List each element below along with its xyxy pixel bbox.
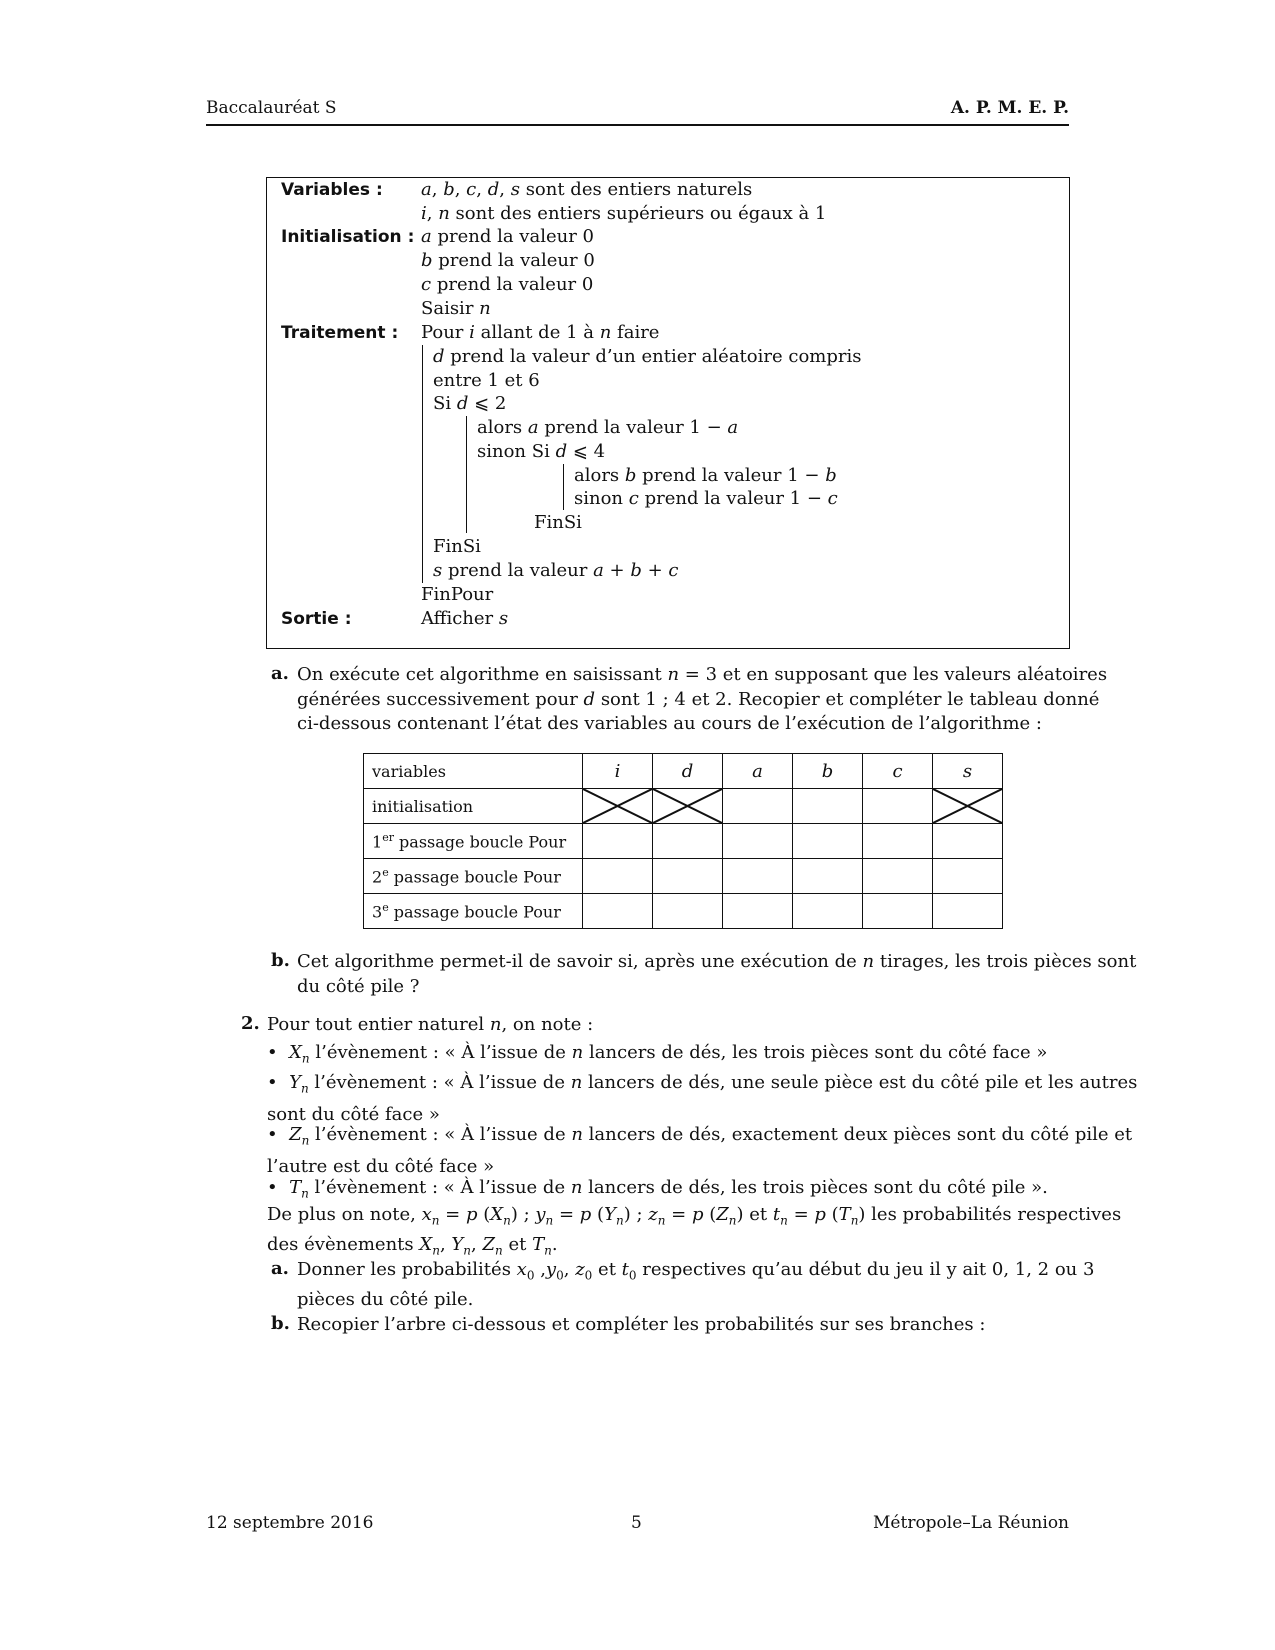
algo-line-entre: entre 1 et 6 <box>433 370 540 391</box>
bullet-z: • $Z_n$ l’évènement : « À l’issue de n lancers de dés, exactement deux pièces sont du côté pile et l’autre est du côté face » <box>267 1124 1133 1177</box>
table-header: i <box>583 754 653 789</box>
crossed-cell <box>583 789 653 824</box>
table-header: c <box>863 754 933 789</box>
question-a-text: On exécute cet algorithme en saisissant n = 3 et en supposant que les valeurs aléatoires générées successivement pour d sont 1 ; 4 et 2. Recopier et compléter le tableau donné ci-dessous contenant l’état des variables au cours de l’exécution de l’algorithme : <box>297 664 1108 734</box>
question-b-marker: b. <box>271 950 290 971</box>
table-cell <box>583 824 653 859</box>
question-2-marker: 2. <box>241 1013 260 1034</box>
algo-line-sinon-si: sinon Si d ⩽ 4 <box>477 441 606 462</box>
question-2a-text: Donner les probabilités $x_0$ $,y_0$, $z_0$ et $t_0$ respectives qu’au début du jeu il y ait 0, 1, 2 ou 3 pièces du côté pile. <box>297 1259 1095 1311</box>
algo-line-init-c: c prend la valeur 0 <box>421 274 594 295</box>
algo-line-variables-2: i, n sont des entiers supérieurs ou égaux à 1 <box>421 203 827 224</box>
question-a-marker: a. <box>271 663 289 684</box>
table-cell <box>933 824 1003 859</box>
table-header-row <box>364 754 1003 789</box>
si-bar <box>466 416 467 533</box>
table-cell <box>723 789 793 824</box>
crossed-cell <box>933 789 1003 824</box>
table-cell <box>583 894 653 929</box>
table-cell <box>863 894 933 929</box>
table-row <box>364 824 1003 859</box>
table-cell <box>723 824 793 859</box>
table-header: variables <box>364 754 583 789</box>
label-sortie: Sortie : <box>281 609 352 629</box>
loop-bar <box>422 345 423 583</box>
variables-table <box>363 753 1003 929</box>
question-2b-marker: b. <box>271 1313 290 1334</box>
algo-line-finpour: FinPour <box>421 584 494 605</box>
table-cell <box>933 859 1003 894</box>
table-header: d <box>653 754 723 789</box>
table-cell <box>863 859 933 894</box>
table-cell <box>723 894 793 929</box>
table-cell <box>653 859 723 894</box>
algo-line-sinon-c: sinon c prend la valeur 1 − c <box>574 488 838 509</box>
table-row <box>364 789 1003 824</box>
table-cell <box>723 859 793 894</box>
header-rule <box>206 124 1069 126</box>
table-cell <box>793 789 863 824</box>
footer-page-number: 5 <box>631 1513 642 1533</box>
table-header: b <box>793 754 863 789</box>
algo-line-afficher: Afficher s <box>421 608 509 629</box>
question-b-text: Cet algorithme permet-il de savoir si, après une exécution de n tirages, les trois pièces sont du côté pile ? <box>297 951 1137 997</box>
table-row <box>364 859 1003 894</box>
inner-si-bar <box>563 464 564 510</box>
row-label: initialisation <box>364 789 583 824</box>
table-header: s <box>933 754 1003 789</box>
table-cell <box>583 859 653 894</box>
row-label: 1er passage boucle Pour <box>364 824 583 859</box>
table-row <box>364 894 1003 929</box>
algorithm-box <box>266 177 1070 649</box>
table-header: a <box>723 754 793 789</box>
table-cell <box>793 859 863 894</box>
algo-line-d-prend: d prend la valeur d’un entier aléatoire compris <box>433 346 862 367</box>
table-cell <box>653 824 723 859</box>
algo-line-variables-1: a, b, c, d, s sont des entiers naturels <box>421 179 753 200</box>
algo-line-pour: Pour i allant de 1 à n faire <box>421 322 660 343</box>
algo-line-finsi-inner: FinSi <box>534 512 582 533</box>
probabilities-definition: De plus on note, $x_n = p$ $(X_n)$ ; $y_n = p$ $(Y_n)$ ; $z_n = p$ $(Z_n)$ et $t_n = p$ $(T_n)$ les probabilités respectives des évènements $X_n$, $Y_n$, $Z_n$ et $T_n$. <box>267 1204 1122 1258</box>
algo-line-init-b: b prend la valeur 0 <box>421 250 595 271</box>
question-2b-text: Recopier l’arbre ci-dessous et compléter les probabilités sur ses branches : <box>297 1314 986 1335</box>
header-right: A. P. M. E. P. <box>950 98 1069 118</box>
label-traitement: Traitement : <box>281 323 399 343</box>
algo-line-si: Si d ⩽ 2 <box>433 393 507 414</box>
header-left: Baccalauréat S <box>206 98 337 118</box>
row-label: 3e passage boucle Pour <box>364 894 583 929</box>
footer-location: Métropole–La Réunion <box>873 1513 1069 1533</box>
crossed-cell <box>653 789 723 824</box>
table-cell <box>653 894 723 929</box>
label-variables: Variables : <box>281 180 383 200</box>
bullet-x: • $X_n$ l’évènement : « À l’issue de n lancers de dés, les trois pièces sont du côté face » <box>267 1042 1048 1066</box>
table-cell <box>863 789 933 824</box>
algo-line-saisir: Saisir n <box>421 298 491 319</box>
label-initialisation: Initialisation : <box>281 227 415 247</box>
algo-line-init-a: a prend la valeur 0 <box>421 226 594 247</box>
bullet-t: • $T_n$ l’évènement : « À l’issue de n lancers de dés, les trois pièces sont du côté pile ». <box>267 1177 1048 1201</box>
algo-line-s-prend: s prend la valeur a + b + c <box>433 560 679 581</box>
algo-line-alors-a: alors a prend la valeur 1 − a <box>477 417 739 438</box>
table-cell <box>793 894 863 929</box>
algo-line-finsi-outer: FinSi <box>433 536 481 557</box>
row-label: 2e passage boucle Pour <box>364 859 583 894</box>
table-cell <box>793 824 863 859</box>
algo-line-alors-b: alors b prend la valeur 1 − b <box>574 465 837 486</box>
footer-date: 12 septembre 2016 <box>206 1513 374 1533</box>
question-2a-marker: a. <box>271 1258 289 1279</box>
question-2-intro: Pour tout entier naturel n, on note : <box>267 1014 594 1035</box>
bullet-y: • $Y_n$ l’évènement : « À l’issue de n lancers de dés, une seule pièce est du côté pile et les autres sont du côté face » <box>267 1072 1138 1125</box>
table-cell <box>863 824 933 859</box>
table-cell <box>933 894 1003 929</box>
